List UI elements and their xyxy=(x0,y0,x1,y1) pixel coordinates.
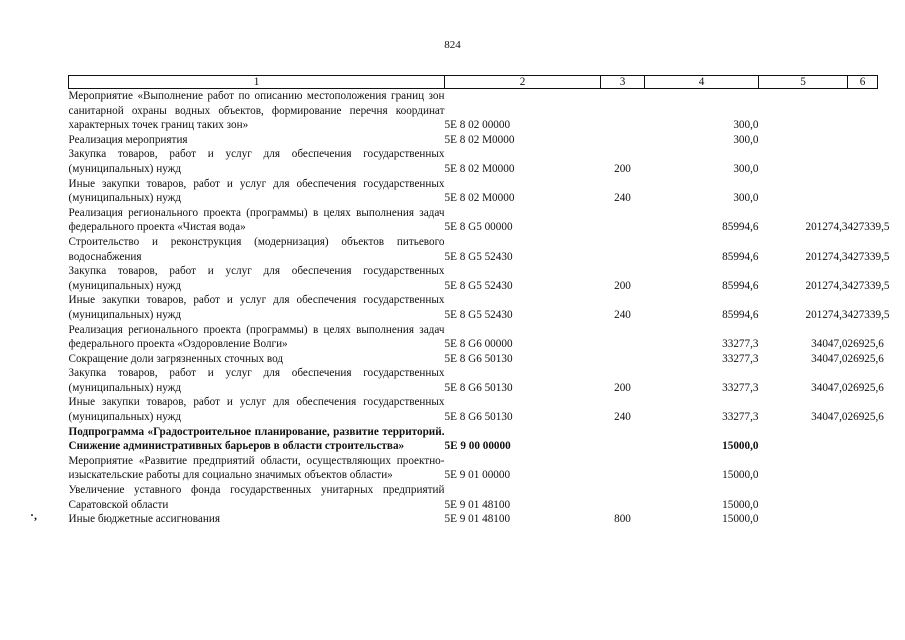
table-row xyxy=(69,425,878,454)
row-code: 5Е 8 02 М0000 xyxy=(444,162,515,175)
table-row xyxy=(69,264,878,293)
table-body xyxy=(68,89,890,527)
row-value-2 xyxy=(759,454,848,483)
row-code: 5Е 9 01 48100 xyxy=(444,498,511,511)
row-value-3 xyxy=(848,512,878,527)
row-value-1: 15000,0 xyxy=(722,440,759,453)
row-value-3: 427339,5 xyxy=(847,308,890,321)
row-expense-type: 200 xyxy=(614,381,631,394)
table-header-row xyxy=(69,76,878,89)
row-value-2 xyxy=(759,425,848,454)
row-value-3: 427339,5 xyxy=(847,279,890,292)
row-code: 5Е 8 G6 50130 xyxy=(444,411,513,424)
row-expense-type: 800 xyxy=(614,513,631,526)
row-value-2: 34047,0 xyxy=(811,338,848,351)
row-value-2: 34047,0 xyxy=(811,352,848,365)
column-header: 5 xyxy=(759,76,848,89)
row-code: 5Е 8 02 М0000 xyxy=(444,133,515,146)
row-value-1: 33277,3 xyxy=(722,338,759,351)
table-row xyxy=(69,89,878,133)
budget-table xyxy=(68,75,890,527)
column-header: 4 xyxy=(645,76,759,89)
row-value-3: 26925,6 xyxy=(847,381,884,394)
row-value-1: 33277,3 xyxy=(722,411,759,424)
row-value-1: 15000,0 xyxy=(722,469,759,482)
table-row xyxy=(69,395,878,424)
row-value-1: 85994,6 xyxy=(722,221,759,234)
row-value-3: 26925,6 xyxy=(847,411,884,424)
row-expense-type: 200 xyxy=(614,162,631,175)
row-value-3: 427339,5 xyxy=(847,250,890,263)
row-value-1: 300,0 xyxy=(733,133,759,146)
table-row xyxy=(69,323,878,352)
row-value-3 xyxy=(848,425,878,454)
row-value-2: 201274,3 xyxy=(805,221,848,234)
row-value-3 xyxy=(848,133,878,148)
row-name: Мероприятие «Выполнение работ по описанию местоположения границ зон санитарной охраны водных объектов, формирование перечня координат характерных точек границ таких зон» xyxy=(68,90,445,132)
row-code: 5Е 8 G5 52430 xyxy=(444,279,513,292)
row-name: Сокращение доли загрязненных сточных вод xyxy=(68,352,284,365)
row-expense-type xyxy=(601,133,645,148)
row-value-3 xyxy=(848,147,878,176)
column-header: 3 xyxy=(601,76,645,89)
table-row xyxy=(69,147,878,176)
row-name: Закупка товаров, работ и услуг для обеспечения государственных (муниципальных) нужд xyxy=(68,265,445,292)
table-row xyxy=(69,133,878,148)
table-row xyxy=(69,352,878,367)
row-value-3: 427339,5 xyxy=(847,221,890,234)
row-code: 5Е 8 G6 50130 xyxy=(444,381,513,394)
table-row xyxy=(69,512,878,527)
table-row xyxy=(69,483,878,512)
row-value-2 xyxy=(759,177,848,206)
row-code: 5Е 8 G6 00000 xyxy=(444,338,513,351)
row-code: 5Е 8 G5 52430 xyxy=(444,308,513,321)
table-row xyxy=(69,366,878,395)
row-name: Закупка товаров, работ и услуг для обеспечения государственных (муниципальных) нужд xyxy=(68,148,445,175)
row-expense-type xyxy=(601,425,645,454)
row-code: 5Е 8 G5 52430 xyxy=(444,250,513,263)
row-expense-type: 240 xyxy=(614,192,631,205)
row-name: Реализация регионального проекта (программы) в целях выполнения задач федерального проекта «Чистая вода» xyxy=(68,206,445,234)
row-value-1: 33277,3 xyxy=(722,381,759,394)
row-name: Закупка товаров, работ и услуг для обеспечения государственных (муниципальных) нужд xyxy=(68,367,445,394)
row-name: Иные закупки товаров, работ и услуг для обеспечения государственных (муниципальных) нужд xyxy=(68,177,445,205)
row-value-3: 26925,6 xyxy=(847,338,884,351)
row-name: Иные закупки товаров, работ и услуг для обеспечения государственных (муниципальных) нужд xyxy=(68,294,445,321)
row-value-2: 34047,0 xyxy=(811,411,848,424)
row-expense-type: 200 xyxy=(614,279,631,292)
row-value-1: 85994,6 xyxy=(722,279,759,292)
row-value-1: 33277,3 xyxy=(722,352,759,365)
row-value-1: 300,0 xyxy=(733,192,759,205)
row-value-2 xyxy=(759,89,848,133)
row-expense-type xyxy=(601,352,645,367)
row-expense-type xyxy=(601,323,645,352)
row-name: Реализация мероприятия xyxy=(68,133,188,146)
row-value-2: 201274,3 xyxy=(805,250,848,263)
row-value-1: 15000,0 xyxy=(722,513,759,526)
row-name: Реализация регионального проекта (программы) в целях выполнения задач федерального проекта «Оздоровление Волги» xyxy=(68,323,445,351)
row-expense-type xyxy=(601,454,645,483)
row-name: Увеличение уставного фонда государственных унитарных предприятий Саратовской области xyxy=(68,484,445,511)
table-row xyxy=(69,293,878,322)
row-code: 5Е 8 G5 00000 xyxy=(444,221,513,234)
row-value-2 xyxy=(759,147,848,176)
row-code: 5Е 9 01 48100 xyxy=(444,513,511,526)
row-value-2: 34047,0 xyxy=(811,381,848,394)
row-value-2 xyxy=(759,512,848,527)
row-value-3 xyxy=(848,89,878,133)
scan-mark: ·, xyxy=(30,508,38,522)
row-value-1: 85994,6 xyxy=(722,250,759,263)
column-header: 2 xyxy=(445,76,601,89)
row-name: Иные бюджетные ассигнования xyxy=(68,513,220,526)
table-row xyxy=(69,206,878,235)
row-value-2: 201274,3 xyxy=(805,308,848,321)
row-value-2: 201274,3 xyxy=(805,279,848,292)
row-expense-type: 240 xyxy=(614,308,631,321)
row-code: 5Е 9 00 00000 xyxy=(444,440,511,453)
row-expense-type xyxy=(601,483,645,512)
row-value-3 xyxy=(848,483,878,512)
row-value-3 xyxy=(848,177,878,206)
page-number: 824 xyxy=(444,39,461,51)
row-expense-type xyxy=(601,206,645,235)
table-row xyxy=(69,177,878,206)
row-value-2 xyxy=(759,133,848,148)
row-expense-type: 240 xyxy=(614,411,631,424)
row-value-1: 300,0 xyxy=(733,162,759,175)
row-code: 5Е 9 01 00000 xyxy=(444,469,511,482)
column-header: 1 xyxy=(69,76,445,89)
row-value-3: 26925,6 xyxy=(847,352,884,365)
row-name: Подпрограмма «Градостроительное планирование, развитие территорий. Снижение административных барьеров в области строительства» xyxy=(68,425,445,453)
row-expense-type xyxy=(601,235,645,264)
row-name: Мероприятие «Развитие предприятий области, осуществляющих проектно-изыскательские работы для социально значимых объектов области» xyxy=(68,454,445,482)
row-code: 5Е 8 02 00000 xyxy=(444,119,511,132)
row-value-1: 300,0 xyxy=(733,119,759,132)
row-value-1: 15000,0 xyxy=(722,498,759,511)
row-code: 5Е 8 02 М0000 xyxy=(444,192,515,205)
row-code: 5Е 8 G6 50130 xyxy=(444,352,513,365)
row-value-1: 85994,6 xyxy=(722,308,759,321)
row-expense-type xyxy=(601,89,645,133)
table-row xyxy=(69,235,878,264)
row-value-3 xyxy=(848,454,878,483)
row-name: Иные закупки товаров, работ и услуг для обеспечения государственных (муниципальных) нужд xyxy=(68,396,445,424)
row-name: Строительство и реконструкция (модернизация) объектов питьевого водоснабжения xyxy=(68,235,445,263)
table-row xyxy=(69,454,878,483)
row-value-2 xyxy=(759,483,848,512)
column-header: 6 xyxy=(848,76,878,89)
